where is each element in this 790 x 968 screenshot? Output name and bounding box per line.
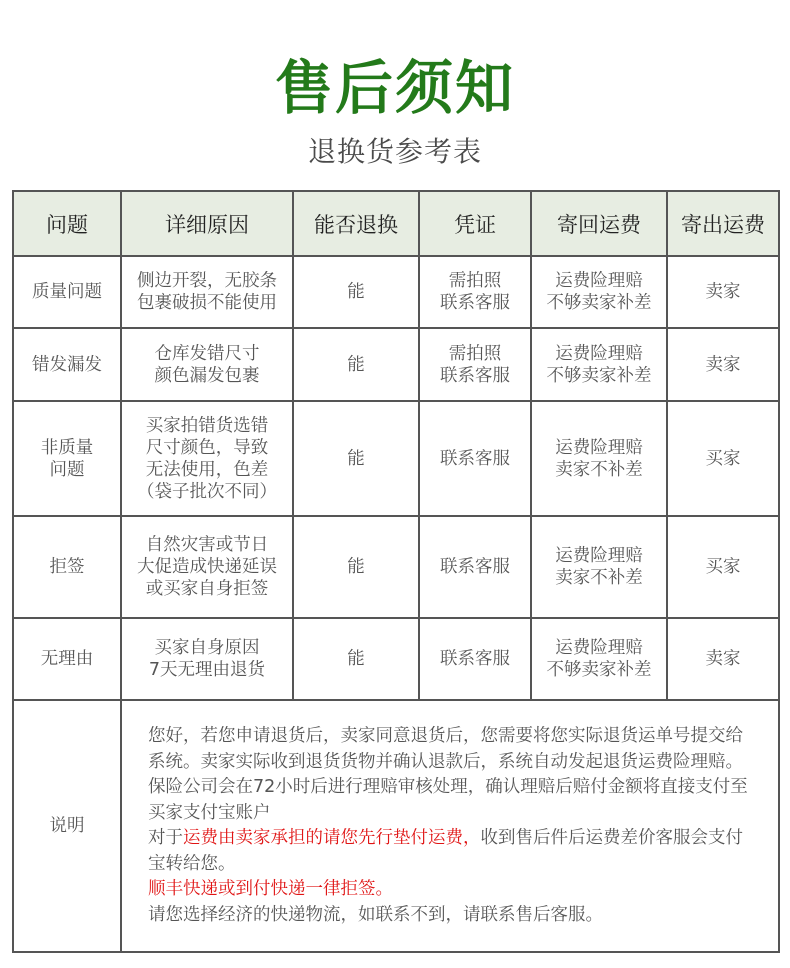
table-row	[13, 256, 779, 328]
cell-proof	[419, 516, 531, 618]
page-title: 售后须知	[274, 54, 515, 122]
cell-text: 买家自身原因	[154, 638, 260, 658]
cell-proof	[419, 328, 531, 401]
table-row	[13, 516, 779, 618]
cell-text: 需拍照	[448, 271, 502, 291]
note-row	[13, 700, 779, 952]
cell-return-shipping	[531, 328, 667, 401]
cell-text: 联系客服	[440, 649, 510, 669]
table-row	[13, 401, 779, 516]
cell-text: 质量问题	[32, 282, 102, 302]
cell-text: 需拍照	[448, 343, 502, 364]
cell-text: 运费险理赔	[555, 343, 643, 364]
cell-text: 运费险理赔	[555, 271, 643, 291]
cell-text: 不够卖家补差	[546, 365, 652, 386]
cell-returnable: 能	[293, 401, 419, 516]
cell-text: 不够卖家补差	[546, 660, 652, 680]
table-header-row	[13, 191, 779, 256]
cell-text: 运费险理赔	[555, 638, 643, 658]
cell-text: 非质量	[40, 437, 94, 458]
cell-text: 卖家不补差	[555, 568, 643, 588]
header-returnable: 能否退换	[293, 191, 419, 256]
cell-issue	[13, 328, 121, 401]
table-row	[13, 328, 779, 401]
cell-returnable: 能	[293, 618, 419, 700]
cell-issue	[13, 516, 121, 618]
cell-text: 大促造成快递延误	[137, 557, 277, 577]
cell-returnable: 能	[293, 328, 419, 401]
cell-text: 运费险理赔	[555, 546, 643, 566]
note-label: 说明	[13, 700, 121, 952]
cell-returnable: 能	[293, 256, 419, 328]
header-return-shipping: 寄回运费	[531, 191, 667, 256]
cell-reason	[121, 618, 293, 700]
cell-text: 颜色漏发包裹	[154, 365, 260, 386]
note-content	[121, 700, 779, 952]
cell-outbound-shipping: 买家	[667, 516, 779, 618]
cell-text: 无理由	[40, 649, 94, 669]
cell-issue	[13, 618, 121, 700]
cell-outbound-shipping: 卖家	[667, 256, 779, 328]
cell-return-shipping	[531, 256, 667, 328]
cell-text: 问题	[49, 459, 85, 480]
cell-text: 或买家自身拒签	[145, 579, 269, 599]
cell-outbound-shipping: 卖家	[667, 618, 779, 700]
page-subtitle: 退换货参考表	[307, 135, 482, 168]
note-text: 收到售后件后运费差价客服会支付宝转给您。	[148, 828, 743, 874]
cell-text: 无法使用，色差	[145, 459, 269, 480]
cell-return-shipping	[531, 401, 667, 516]
cell-text: 尺寸颜色，导致	[145, 437, 269, 458]
header-reason: 详细原因	[121, 191, 293, 256]
cell-text: 联系客服	[440, 293, 510, 313]
cell-text: 侧边开裂，无胶条	[137, 271, 277, 291]
cell-text: 仓库发错尺寸	[154, 343, 260, 364]
cell-text: 自然灾害或节日	[145, 535, 269, 555]
cell-text: 错发漏发	[32, 354, 102, 375]
cell-issue	[13, 256, 121, 328]
cell-proof	[419, 618, 531, 700]
note-warning: 顺丰快递或到付快递一律拒签。	[148, 879, 393, 899]
note-paragraph: 请您选择经济的快递物流，如联系不到，请联系售后客服。	[148, 904, 603, 925]
note-warning-text: 运费由卖家承担的请您先行垫付运费，	[183, 828, 481, 848]
note-paragraph: 您好，若您申请退货后，卖家同意退货后，您需要将您实际退货运单号提交给系统。卖家实际收到退货货物并确认退款后，系统自动发起退货运费险理赔。保险公司会在72小时后进行理赔审核处理，确认理赔后赔付金额将直接支付至买家支付宝账户	[148, 726, 748, 823]
cell-text: 包裹破损不能使用	[137, 293, 277, 313]
cell-return-shipping	[531, 516, 667, 618]
cell-reason	[121, 328, 293, 401]
return-policy-table	[12, 190, 780, 953]
cell-reason	[121, 256, 293, 328]
header-issue: 问题	[13, 191, 121, 256]
cell-text: 联系客服	[440, 448, 510, 469]
cell-reason	[121, 401, 293, 516]
cell-returnable: 能	[293, 516, 419, 618]
cell-text: 7天无理由退货	[148, 660, 266, 680]
cell-issue	[13, 401, 121, 516]
header-outbound-shipping: 寄出运费	[667, 191, 779, 256]
cell-reason	[121, 516, 293, 618]
cell-outbound-shipping: 卖家	[667, 328, 779, 401]
cell-text: 拒签	[49, 557, 85, 577]
cell-proof	[419, 401, 531, 516]
note-text: 对于	[148, 828, 183, 848]
header-proof: 凭证	[419, 191, 531, 256]
cell-text: 联系客服	[440, 557, 510, 577]
cell-proof	[419, 256, 531, 328]
cell-text: 卖家不补差	[555, 459, 643, 480]
cell-text: 不够卖家补差	[546, 293, 652, 313]
cell-text: 联系客服	[440, 365, 510, 386]
cell-text: 买家拍错货选错	[145, 415, 269, 436]
cell-text: 运费险理赔	[555, 437, 643, 458]
cell-outbound-shipping: 买家	[667, 401, 779, 516]
cell-text: （袋子批次不同）	[137, 481, 277, 502]
note-paragraph	[148, 826, 758, 877]
table-row	[13, 618, 779, 700]
cell-return-shipping	[531, 618, 667, 700]
